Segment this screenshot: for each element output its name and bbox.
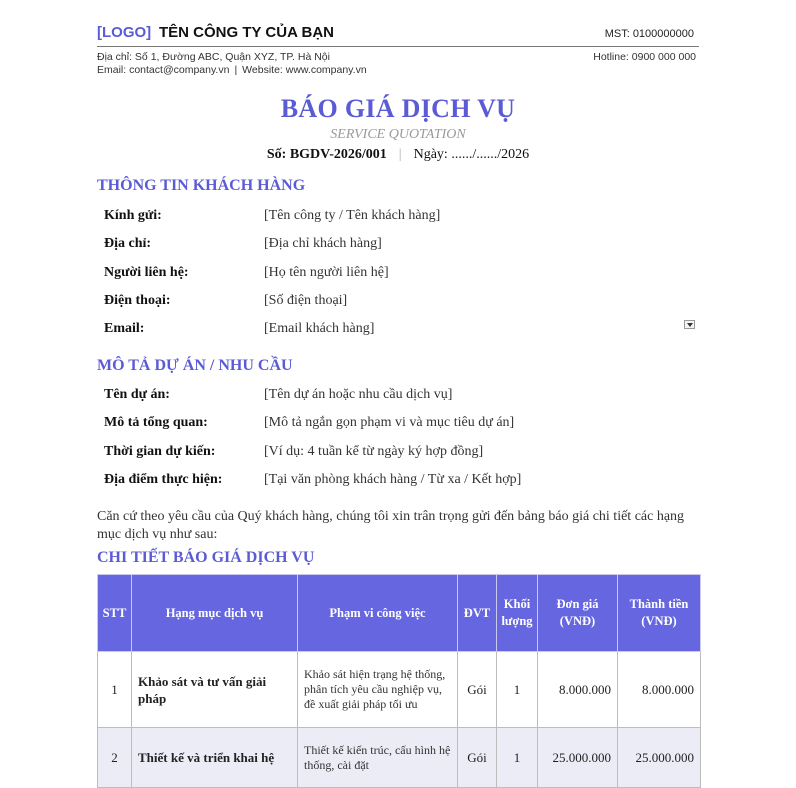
document-number: Số: BGDV-2026/001 [266,147,387,162]
company-website: Website: www.company.vn [242,64,367,76]
details-section-heading: CHI TIẾT BÁO GIÁ DỊCH VỤ [97,549,315,566]
project-location-value[interactable]: [Tại văn phòng khách hàng / Từ xa / Kết hợp] [264,472,522,487]
customer-section-heading: THÔNG TIN KHÁCH HÀNG [97,177,306,194]
column-header-unit: ĐVT [458,575,497,652]
table-header-row [98,575,701,652]
contact-separator: | [234,64,238,76]
row-unit-price[interactable]: 8.000.000 [538,652,618,728]
customer-email-label: Email: [104,321,145,336]
number-date-divider: | [398,147,402,162]
project-section-heading: MÔ TẢ DỰ ÁN / NHU CẦU [97,357,293,374]
row-amount: 8.000.000 [618,652,701,728]
company-logo: [LOGO] [97,24,152,41]
customer-recipient-label: Kính gửi: [104,208,162,223]
customer-phone-value[interactable]: [Số điện thoại] [264,293,348,308]
column-header-scope: Phạm vi công việc [298,575,458,652]
row-unit[interactable]: Gói [458,652,497,728]
document-title: BÁO GIÁ DỊCH VỤ [280,94,516,123]
column-header-unit-price: Đơn giá (VNĐ) [538,575,618,652]
chevron-down-icon[interactable] [684,320,695,329]
company-address: Địa chỉ: Số 1, Đường ABC, Quận XYZ, TP. Hà Nội [97,51,330,63]
project-name-label: Tên dự án: [104,387,170,402]
row-quantity[interactable]: 1 [497,652,538,728]
project-name-value[interactable]: [Tên dự án hoặc nhu cầu dịch vụ] [264,387,453,402]
customer-address-value[interactable]: [Địa chỉ khách hàng] [264,236,382,251]
column-header-service: Hạng mục dịch vụ [132,575,298,652]
project-overview-value[interactable]: [Mô tả ngắn gọn phạm vi và mục tiêu dự án] [264,415,515,430]
customer-address-label: Địa chỉ: [104,236,152,251]
row-service-name[interactable]: Khảo sát và tư vấn giải pháp [132,652,298,728]
company-name: TÊN CÔNG TY CỦA BẠN [159,24,335,41]
customer-email-value[interactable]: [Email khách hàng] [264,321,375,336]
row-scope[interactable]: Khảo sát hiện trạng hệ thống, phân tích yêu cầu nghiệp vụ, đề xuất giải pháp tối ưu [298,652,458,728]
intro-paragraph: Căn cứ theo yêu cầu của Quý khách hàng, chúng tôi xin trân trọng gửi đến bảng báo giá chi tiết các hạng mục dịch vụ như sau: [97,509,685,542]
quotation-table [97,574,701,788]
document-number-line [0,147,796,163]
table-row [98,728,701,788]
row-service-name[interactable]: Thiết kế và triển khai hệ [132,728,298,788]
row-unit-price[interactable]: 25.000.000 [538,728,618,788]
document-date: Ngày: ....../....../2026 [413,147,530,162]
row-quantity[interactable]: 1 [497,728,538,788]
row-stt: 1 [98,652,132,728]
row-unit[interactable]: Gói [458,728,497,788]
customer-phone-label: Điện thoại: [104,293,171,308]
row-stt: 2 [98,728,132,788]
company-hotline: Hotline: 0900 000 000 [593,51,696,63]
document-subtitle: SERVICE QUOTATION [330,127,466,142]
customer-contact-value[interactable]: [Họ tên người liên hệ] [264,265,389,280]
project-duration-label: Thời gian dự kiến: [104,444,216,459]
company-contact [97,64,367,76]
header-divider [97,46,699,47]
column-header-stt: STT [98,575,132,652]
project-overview-label: Mô tả tổng quan: [104,415,208,430]
column-header-quantity: Khối lượng [497,575,538,652]
project-location-label: Địa điểm thực hiện: [104,472,223,487]
table-row [98,652,701,728]
company-email: Email: contact@company.vn [97,64,230,76]
project-duration-value[interactable]: [Ví dụ: 4 tuần kể từ ngày ký hợp đồng] [264,444,484,459]
row-scope[interactable]: Thiết kế kiến trúc, cấu hình hệ thống, cài đặt [298,728,458,788]
row-amount: 25.000.000 [618,728,701,788]
tax-code: MST: 0100000000 [604,28,694,40]
customer-contact-label: Người liên hệ: [104,265,189,280]
customer-recipient-value[interactable]: [Tên công ty / Tên khách hàng] [264,208,441,223]
column-header-amount: Thành tiền (VNĐ) [618,575,701,652]
